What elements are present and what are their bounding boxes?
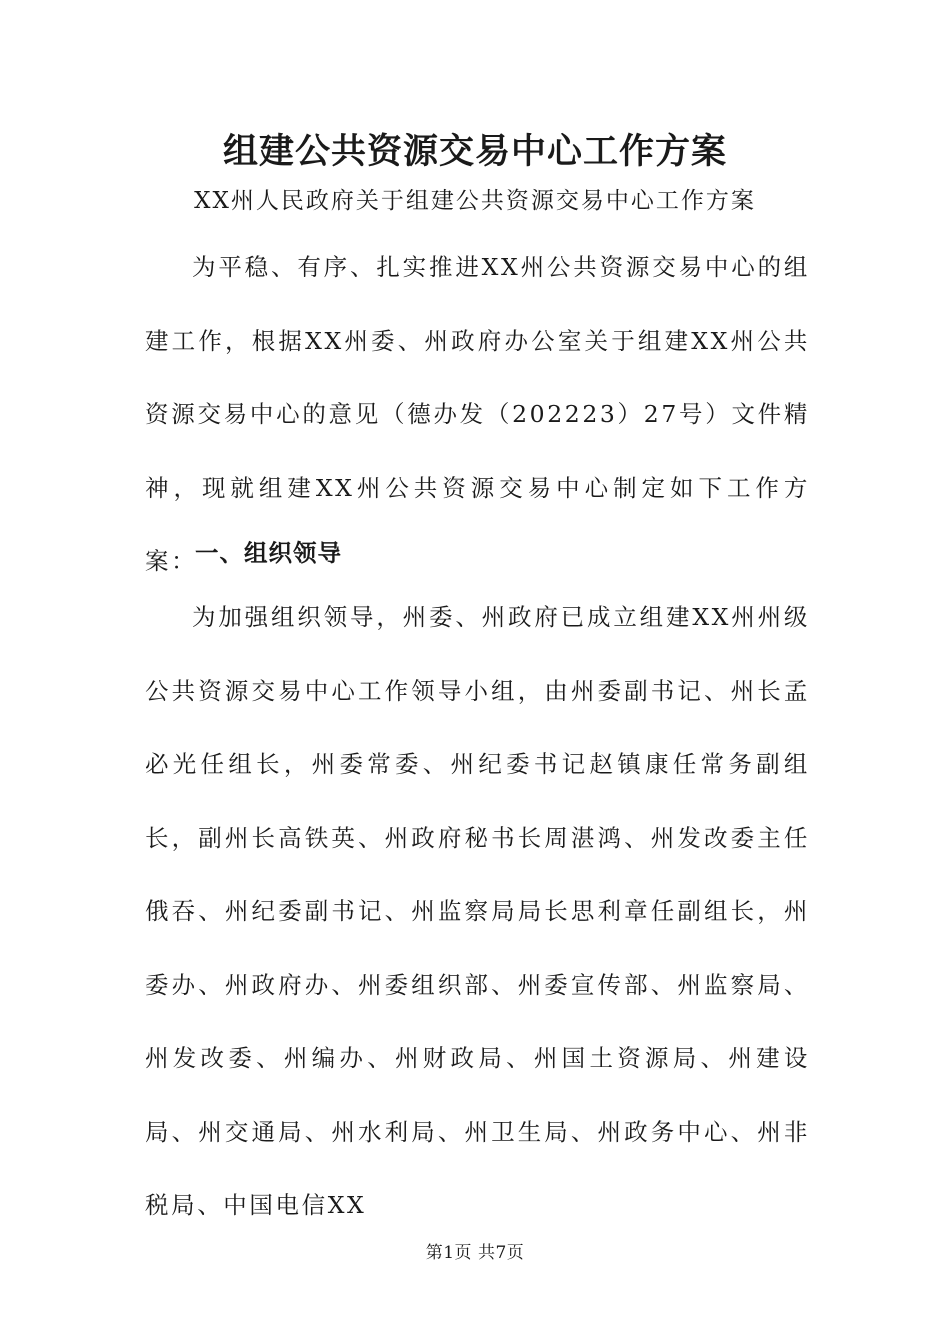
document-subtitle: XX州人民政府关于组建公共资源交易中心工作方案 <box>194 188 756 214</box>
section-heading: 一、组织领导 <box>195 539 342 567</box>
page-number-footer: 第1页 共7页 <box>425 1243 525 1263</box>
intro-paragraph: 为平稳、有序、扎实推进XX州公共资源交易中心的组建工作，根据XX州委、州政府办公室关于组建XX州公共资源交易中心的意见（德办发（202223）27号）文件精神，现就组建XX州公共资源交易中心制定如下工作方案： <box>145 253 810 575</box>
section-paragraph: 为加强组织领导，州委、州政府已成立组建XX州州级公共资源交易中心工作领导小组，由州委副书记、州长孟必光任组长，州委常委、州纪委书记赵镇康任常务副组长，副州长高铁英、州政府秘书长周湛鸿、州发改委主任俄吞、州纪委副书记、州监察局局长思利章任副组长，州委办、州政府办、州委组织部、州委宣传部、州监察局、州发改委、州编办、州财政局、州国土资源局、州建设局、州交通局、州水利局、州卫生局、州政务中心、州非税局、中国电信XX <box>145 603 810 1219</box>
document-title: 组建公共资源交易中心工作方案 <box>222 132 727 172</box>
